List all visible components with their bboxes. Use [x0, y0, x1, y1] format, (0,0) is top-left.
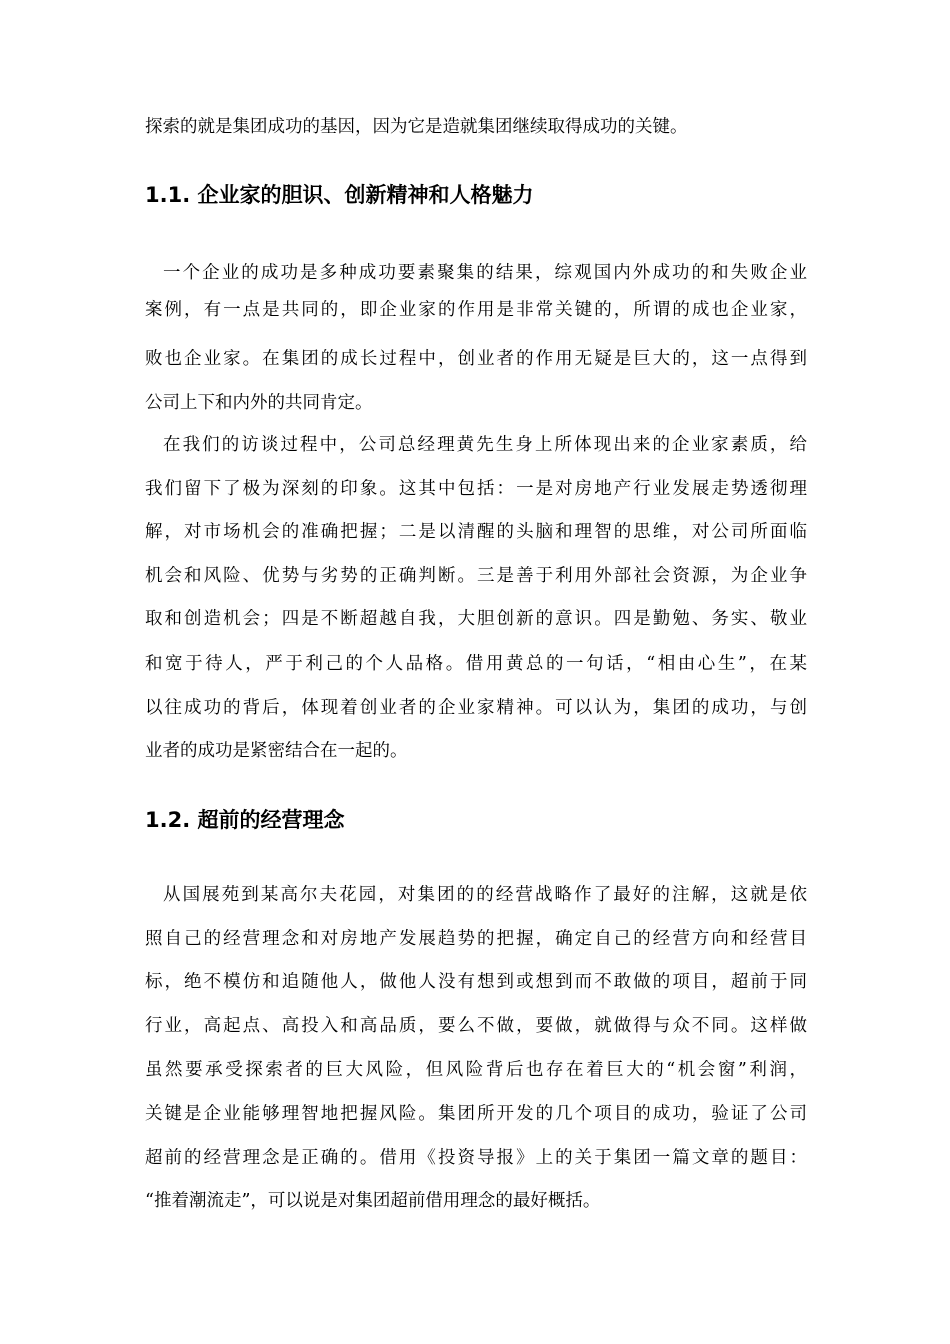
paragraph-line: 公司上下和内外的共同肯定。 [145, 393, 373, 413]
section-heading-1-2: 1.2. 超前的经营理念 [145, 808, 345, 832]
paragraph-line: 关键是企业能够理智地把握风险。集团所开发的几个项目的成功，验证了公司 [145, 1104, 807, 1124]
paragraph-line: 超前的经营理念是正确的。借用《投资导报》上的关于集团一篇文章的题目： [145, 1148, 807, 1168]
paragraph-line: 从国展苑到某高尔夫花园，对集团的的经营战略作了最好的注解，这就是依 [163, 885, 807, 905]
paragraph-line: 取和创造机会；四是不断超越自我，大胆创新的意识。四是勤勉、务实、敬业 [145, 609, 807, 629]
paragraph-line: 标，绝不模仿和追随他人，做他人没有想到或想到而不敢做的项目，超前于同 [145, 972, 807, 992]
paragraph-line: 虽然要承受探索者的巨大风险，但风险背后也存在着巨大的“机会窗”利润， [145, 1060, 807, 1080]
paragraph-line: 业者的成功是紧密结合在一起的。 [145, 741, 408, 761]
paragraph-line: 解，对市场机会的准确把握；二是以清醒的头脑和理智的思维，对公司所面临 [145, 522, 807, 542]
paragraph-line: 案例，有一点是共同的，即企业家的作用是非常关键的，所谓的成也企业家， [145, 300, 807, 320]
paragraph-line: 败也企业家。在集团的成长过程中，创业者的作用无疑是巨大的，这一点得到 [145, 349, 807, 369]
paragraph-line: 以往成功的背后，体现着创业者的企业家精神。可以认为，集团的成功，与创 [145, 698, 807, 718]
paragraph-line: 照自己的经营理念和对房地产发展趋势的把握，确定自己的经营方向和经营目 [145, 929, 807, 949]
paragraph-line: 和宽于待人，严于利己的个人品格。借用黄总的一句话，“相由心生”，在某 [145, 654, 807, 674]
paragraph-line: 行业，高起点、高投入和高品质，要么不做，要做，就做得与众不同。这样做 [145, 1016, 807, 1036]
paragraph-line: 在我们的访谈过程中，公司总经理黄先生身上所体现出来的企业家素质，给 [163, 435, 807, 455]
section-heading-1-1: 1.1. 企业家的胆识、创新精神和人格魅力 [145, 183, 534, 207]
paragraph-line: “推着潮流走”，可以说是对集团超前借用理念的最好概括。 [145, 1191, 601, 1211]
paragraph-line: 机会和风险、优势与劣势的正确判断。三是善于利用外部社会资源，为企业争 [145, 566, 807, 586]
paragraph-line: 一个企业的成功是多种成功要素聚集的结果，综观国内外成功的和失败企业 [163, 263, 807, 283]
intro-line: 探索的就是集团成功的基因，因为它是造就集团继续取得成功的关键。 [145, 117, 688, 137]
paragraph-line: 我们留下了极为深刻的印象。这其中包括：一是对房地产行业发展走势透彻理 [145, 479, 807, 499]
